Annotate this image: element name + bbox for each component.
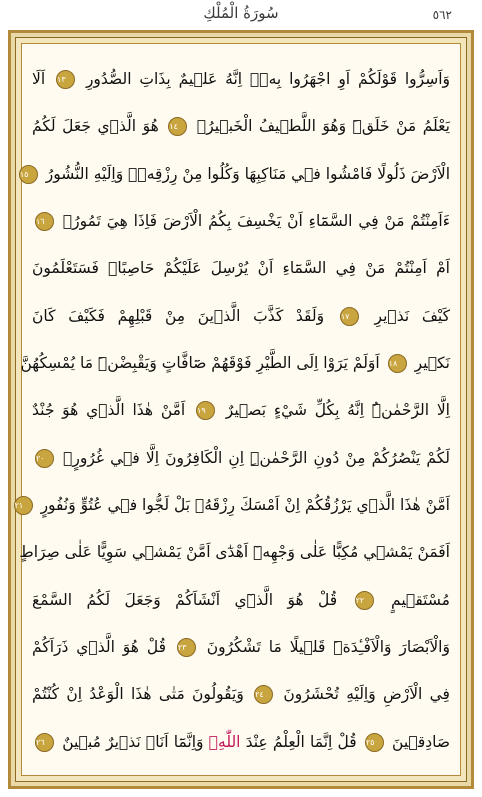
ayah-number-marker: ٢١ bbox=[14, 496, 33, 515]
verse-line bbox=[32, 202, 450, 240]
verse-line bbox=[32, 675, 450, 713]
ayah-number-marker: ١٩ bbox=[196, 401, 215, 420]
ayah-number-marker: ٢٠ bbox=[35, 449, 54, 468]
ayah-number-marker: ٢٦ bbox=[35, 733, 54, 752]
verse-text: مُسْتَق۪يمٍ bbox=[391, 590, 450, 609]
verse-line bbox=[32, 60, 450, 98]
ayah-number-marker: ١٥ bbox=[19, 165, 38, 184]
page-number: ٥٦٢ bbox=[432, 8, 452, 22]
divine-name-highlight: اللّٰهِۖ bbox=[208, 732, 241, 751]
verse-text: وَاِنَّمَٓا اَنَا۬ نَذ۪يرٌ مُب۪ينٌ bbox=[62, 732, 204, 751]
verse-line bbox=[14, 486, 450, 524]
page-frame-inner-border bbox=[15, 37, 467, 782]
verse-text: صَادِق۪ينَ bbox=[392, 732, 451, 751]
verse-line bbox=[32, 391, 450, 429]
ayah-number-marker: ١٦ bbox=[35, 212, 54, 231]
verse-line bbox=[32, 723, 450, 761]
verse-lines bbox=[14, 60, 451, 761]
verse-text: لَكُمْ يَنْصُرُكُمْ مِنْ دُونِ الرَّحْمٰنِۜ اِنِ الْكَافِرُونَ اِلَّا ف۪ي غُرُورٍۚ bbox=[63, 448, 450, 467]
page-header bbox=[0, 0, 482, 30]
verse-text: اَوَلَمْ يَرَوْا اِلَى الطَّيْرِ فَوْقَهُمْ صَٓافَّاتٍ وَيَقْبِضْنَۜ مَا يُمْسِكُهُنَّ bbox=[20, 354, 380, 373]
verse-text: كَيْفَ نَذ۪يرِ bbox=[374, 306, 450, 325]
verse-text: اَلَا bbox=[32, 70, 46, 88]
ayah-number-marker: ١٧ bbox=[340, 307, 359, 326]
verse-text: وَالْاَبْصَارَ وَالْاَفْـِٔدَةَۜ قَل۪يلًا مَا تَشْكُرُونَ bbox=[206, 638, 450, 657]
ayah-number-marker: ٢٢ bbox=[355, 591, 374, 610]
verse-line bbox=[32, 439, 450, 477]
verse-line bbox=[19, 533, 450, 571]
verse-text: نَك۪يرِ bbox=[414, 354, 450, 373]
surah-title: سُورَةُ الْمُلْكِ bbox=[203, 4, 279, 22]
verse-text: ءَاَمِنْتُمْ مَنْ فِي السَّمَٓاءِ اَنْ يَخْسِفَ بِكُمُ الْاَرْضَ فَاِذَا هِيَ تَمُورُۙ bbox=[62, 212, 450, 231]
verse-text: قُلْ هُوَ الَّذ۪ي ذَرَاَكُمْ bbox=[32, 638, 166, 657]
ayah-number-marker: ١٨ bbox=[388, 354, 407, 373]
verse-text: اَمْ اَمِنْتُمْ مَنْ فِي السَّمَٓاءِ اَنْ يُرْسِلَ عَلَيْكُمْ حَاصِبًاۜ فَسَتَعْلَمُونَ bbox=[32, 259, 450, 278]
verse-line bbox=[32, 628, 450, 666]
verse-line bbox=[32, 249, 450, 287]
verse-text: فِي الْاَرْضِ وَاِلَيْهِ تُحْشَرُونَ bbox=[283, 685, 450, 704]
ayah-number-marker: ٢٣ bbox=[177, 638, 196, 657]
ayah-number-marker: ٢٥ bbox=[365, 733, 384, 752]
verse-line bbox=[32, 581, 450, 619]
verse-text: هُوَ الَّذ۪ي جَعَلَ لَكُمُ bbox=[32, 117, 159, 136]
page-frame bbox=[8, 30, 474, 789]
ayah-number-marker: ١٤ bbox=[168, 117, 187, 136]
verse-text: وَلَقَدْ كَذَّبَ الَّذ۪ينَ مِنْ قَبْلِهِمْ فَكَيْفَ كَانَ bbox=[32, 306, 325, 325]
verse-text: اَمَّنْ هٰذَا الَّذ۪ي يَرْزُقُكُمْ اِنْ اَمْسَكَ رِزْقَهُۚ بَلْ لَجُّوا ف۪ي عُتُوٍّ وَنُفُورٍ bbox=[40, 496, 450, 515]
verse-line bbox=[32, 297, 450, 335]
ayah-number-marker: ١٣ bbox=[56, 70, 75, 89]
verse-text: يَعْلَمُ مَنْ خَلَقَۜ وَهُوَ اللَّط۪يفُ الْخَب۪يرُ۟ bbox=[196, 117, 450, 136]
verse-text: اَمَّنْ هٰذَا الَّذ۪ي هُوَ جُنْدٌ bbox=[32, 401, 186, 420]
ayah-number-marker: ٢٤ bbox=[254, 685, 273, 704]
verse-text: اَفَمَنْ يَمْش۪ي مُكِبًّا عَلٰى وَجْهِه۪ٓ اَهْدٰٓى اَمَّنْ يَمْش۪ي سَوِيًّا عَلٰى صِرَاطٍ bbox=[19, 543, 450, 562]
verse-text: قُلْ هُوَ الَّذ۪ٓي اَنْشَاَكُمْ وَجَعَلَ لَكُمُ السَّمْعَ bbox=[32, 590, 338, 609]
verse-text: الْاَرْضَ ذَلُولًا فَامْشُوا ف۪ي مَنَاكِبِهَا وَكُلُوا مِنْ رِزْقِه۪ۜ وَاِلَيْهِ النُّشُورُ bbox=[45, 164, 450, 183]
verse-line bbox=[19, 155, 450, 193]
verse-text: وَيَقُولُونَ مَتٰى هٰذَا الْوَعْدُ اِنْ كُنْتُمْ bbox=[32, 685, 244, 704]
verse-line bbox=[20, 344, 450, 382]
verse-line bbox=[32, 107, 450, 145]
text-panel bbox=[14, 43, 461, 776]
verse-text: وَاَسِرُّوا قَوْلَكُمْ اَوِ اجْهَرُوا بِه۪ۜ اِنَّهُ عَل۪يمٌ بِذَاتِ الصُّدُورِ bbox=[85, 70, 451, 88]
verse-text: اِلَّا الرَّحْمٰنُۜ اِنَّهُ بِكُلِّ شَيْءٍ بَص۪يرٌ bbox=[225, 401, 450, 420]
verse-text: قُلْ اِنَّمَا الْعِلْمُ عِنْدَ bbox=[245, 732, 357, 751]
